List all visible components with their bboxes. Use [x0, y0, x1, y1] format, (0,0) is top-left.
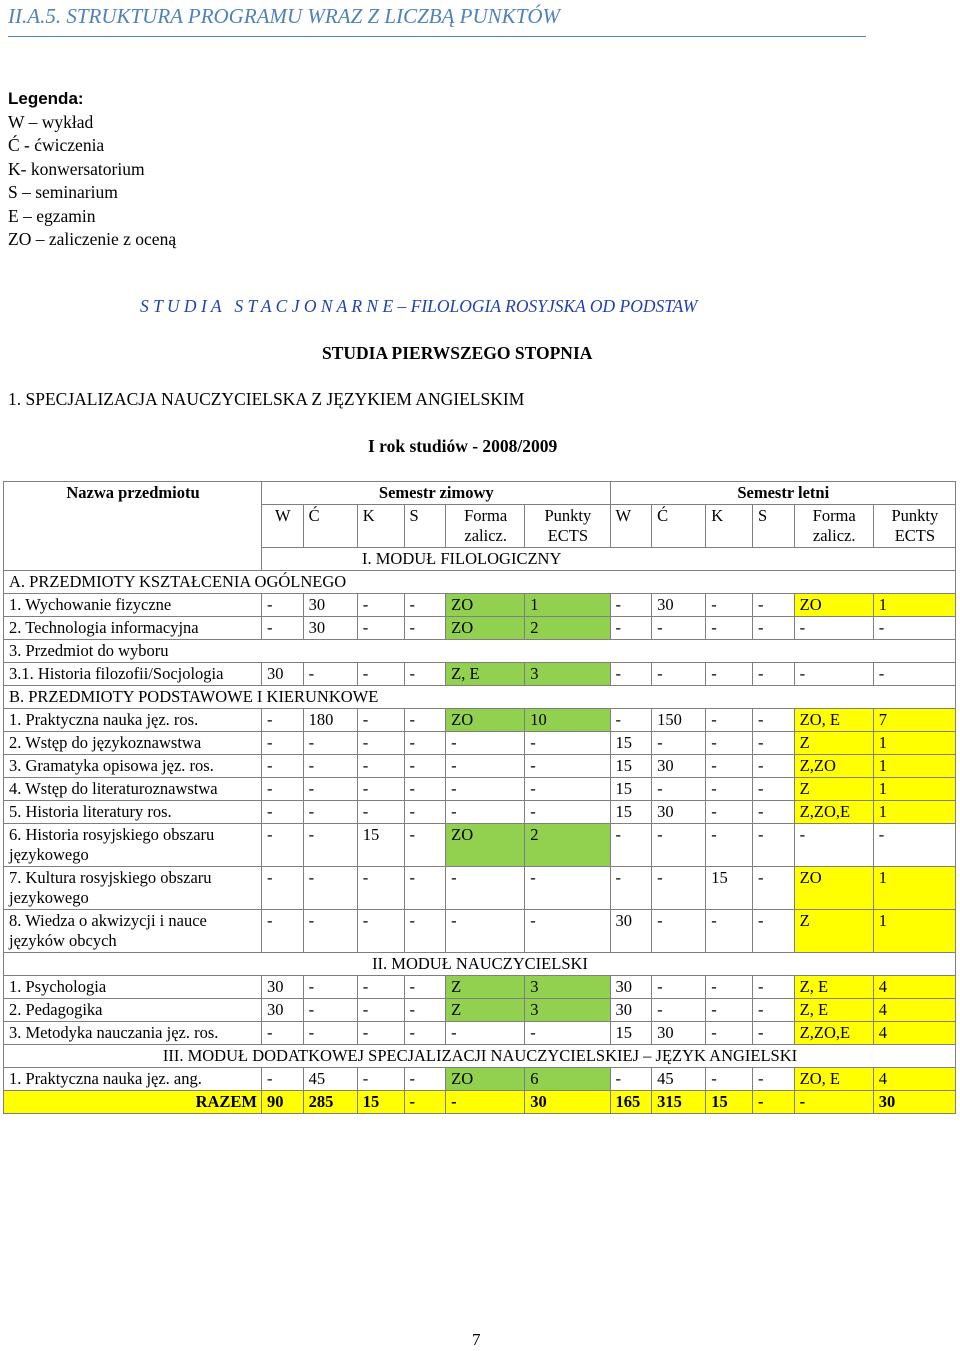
value-cell: - [753, 1022, 795, 1045]
table-row [4, 801, 956, 824]
subheader-c: Ć [652, 505, 706, 548]
value-cell: - [404, 867, 446, 910]
value-cell: - [610, 824, 652, 867]
value-cell: - [357, 663, 404, 686]
value-cell: - [262, 824, 304, 867]
value-cell: - [753, 824, 795, 867]
program-title: S T U D I A S T A C J O N A R N E – FILOLOGIA ROSYJSKA OD PODSTAW [140, 296, 698, 316]
total-cell: - [794, 1091, 873, 1114]
table-row [4, 732, 956, 755]
value-cell: 4 [873, 1022, 955, 1045]
subheader-w: W [262, 505, 304, 548]
total-label: RAZEM [4, 1091, 262, 1114]
value-cell: 30 [262, 663, 304, 686]
total-row [4, 1091, 956, 1114]
subject-name: 1. Wychowanie fizyczne [4, 594, 262, 617]
value-cell: - [525, 801, 610, 824]
subheader-forma: Forma zalicz. [446, 505, 525, 548]
section-row [4, 953, 956, 976]
value-cell: - [610, 1068, 652, 1091]
value-cell: - [262, 617, 304, 640]
value-cell: - [404, 594, 446, 617]
value-cell: - [652, 976, 706, 999]
subject-name: 3. Gramatyka opisowa jęz. ros. [4, 755, 262, 778]
column-header-summer: Semestr letni [610, 482, 955, 505]
value-cell: - [753, 1068, 795, 1091]
value-cell: - [753, 999, 795, 1022]
value-cell: - [753, 732, 795, 755]
value-cell: - [446, 801, 525, 824]
value-cell: 30 [610, 976, 652, 999]
subject-name: 8. Wiedza o akwizycji i nauce języków obcych [4, 910, 262, 953]
value-cell: - [262, 867, 304, 910]
subheader-ects: Punkty ECTS [873, 505, 955, 548]
value-cell: - [357, 732, 404, 755]
table-row [4, 976, 956, 999]
study-year: I rok studiów - 2008/2009 [368, 436, 558, 456]
value-cell: ZO [794, 867, 873, 910]
value-cell: 10 [525, 709, 610, 732]
value-cell: - [303, 663, 357, 686]
total-cell: 90 [262, 1091, 304, 1114]
value-cell: Z [794, 778, 873, 801]
value-cell: - [610, 709, 652, 732]
legend-item: E – egzamin [8, 205, 96, 226]
value-cell: 30 [652, 755, 706, 778]
column-header-subject: Nazwa przedmiotu [4, 482, 262, 548]
column-header-winter: Semestr zimowy [262, 482, 611, 505]
value-cell: - [525, 910, 610, 953]
value-cell: - [652, 617, 706, 640]
value-cell: 30 [262, 976, 304, 999]
subheader-w: W [610, 505, 652, 548]
value-cell: - [446, 867, 525, 910]
value-cell: - [706, 732, 753, 755]
value-cell: ZO, E [794, 709, 873, 732]
legend-item: Ć - ćwiczenia [8, 135, 105, 155]
subject-name: 2. Pedagogika [4, 999, 262, 1022]
value-cell: Z [446, 999, 525, 1022]
value-cell: - [357, 801, 404, 824]
value-cell: ZO [794, 594, 873, 617]
value-cell: Z, E [794, 976, 873, 999]
value-cell: 6 [525, 1068, 610, 1091]
value-cell: - [262, 755, 304, 778]
value-cell: - [706, 1022, 753, 1045]
value-cell: - [706, 778, 753, 801]
value-cell: - [446, 1022, 525, 1045]
value-cell: - [610, 594, 652, 617]
value-cell: - [357, 778, 404, 801]
value-cell: ZO [446, 1068, 525, 1091]
value-cell: 1 [525, 594, 610, 617]
value-cell: - [525, 1022, 610, 1045]
value-cell: - [753, 976, 795, 999]
value-cell: - [706, 663, 753, 686]
value-cell: - [525, 867, 610, 910]
value-cell: - [706, 976, 753, 999]
value-cell: - [357, 617, 404, 640]
value-cell: 45 [303, 1068, 357, 1091]
table-row [4, 1068, 956, 1091]
value-cell: - [404, 999, 446, 1022]
subheader-k: K [706, 505, 753, 548]
value-cell: 1 [873, 732, 955, 755]
value-cell: ZO [446, 824, 525, 867]
value-cell: - [303, 755, 357, 778]
value-cell: - [357, 1068, 404, 1091]
total-cell: 165 [610, 1091, 652, 1114]
table-row [4, 778, 956, 801]
legend-item: ZO – zaliczenie z oceną [8, 229, 177, 249]
value-cell: - [357, 867, 404, 910]
value-cell: - [262, 778, 304, 801]
value-cell: - [303, 778, 357, 801]
value-cell: - [525, 732, 610, 755]
legend-title: Legenda: [8, 89, 84, 108]
value-cell: - [873, 663, 955, 686]
legend-item: K- konwersatorium [8, 158, 145, 179]
subheader-k: K [357, 505, 404, 548]
specialization-title: 1. SPECJALIZACJA NAUCZYCIELSKA Z JĘZYKIEM ANGIELSKIM [8, 389, 525, 409]
total-cell: 15 [706, 1091, 753, 1114]
value-cell: - [303, 910, 357, 953]
value-cell: - [404, 824, 446, 867]
subheader-forma: Forma zalicz. [794, 505, 873, 548]
total-cell: 285 [303, 1091, 357, 1114]
value-cell: 180 [303, 709, 357, 732]
value-cell: - [262, 1068, 304, 1091]
value-cell: - [262, 801, 304, 824]
value-cell: 30 [303, 594, 357, 617]
value-cell: 1 [873, 594, 955, 617]
value-cell: 3 [525, 663, 610, 686]
value-cell: Z,ZO,E [794, 1022, 873, 1045]
value-cell: - [357, 755, 404, 778]
table-row [4, 867, 956, 910]
subheader-ects: Punkty ECTS [525, 505, 610, 548]
value-cell: 4 [873, 1068, 955, 1091]
value-cell: - [404, 732, 446, 755]
value-cell: - [753, 910, 795, 953]
value-cell: - [446, 732, 525, 755]
total-cell: - [753, 1091, 795, 1114]
value-cell: - [706, 709, 753, 732]
value-cell: - [873, 617, 955, 640]
section-a-title: A. PRZEDMIOTY KSZTAŁCENIA OGÓLNEGO [4, 571, 956, 594]
value-cell: 30 [303, 617, 357, 640]
value-cell: - [303, 801, 357, 824]
table-row [4, 617, 956, 640]
value-cell: - [404, 778, 446, 801]
page-number: 7 [472, 1330, 481, 1349]
table-row [4, 755, 956, 778]
value-cell: - [652, 824, 706, 867]
value-cell: 3 [525, 999, 610, 1022]
value-cell: 1 [873, 910, 955, 953]
value-cell: - [303, 999, 357, 1022]
value-cell: - [525, 778, 610, 801]
value-cell: - [446, 755, 525, 778]
value-cell: - [262, 594, 304, 617]
total-cell: 30 [525, 1091, 610, 1114]
subject-name: 3. Metodyka nauczania jęz. ros. [4, 1022, 262, 1045]
value-cell: 150 [652, 709, 706, 732]
value-cell: - [753, 709, 795, 732]
value-cell: 2 [525, 617, 610, 640]
module-row [4, 548, 956, 571]
subject-name: 1. Praktyczna nauka jęz. ang. [4, 1068, 262, 1091]
value-cell: - [753, 867, 795, 910]
value-cell: 30 [652, 594, 706, 617]
subheader-c: Ć [303, 505, 357, 548]
value-cell: Z [794, 732, 873, 755]
value-cell: ZO, E [794, 1068, 873, 1091]
value-cell: - [357, 1022, 404, 1045]
value-cell: - [404, 976, 446, 999]
value-cell: - [357, 910, 404, 953]
total-cell: - [404, 1091, 446, 1114]
value-cell: - [303, 824, 357, 867]
value-cell: 30 [652, 1022, 706, 1045]
value-cell: ZO [446, 617, 525, 640]
table-row [4, 910, 956, 953]
value-cell: 1 [873, 801, 955, 824]
value-cell: 30 [610, 999, 652, 1022]
value-cell: - [404, 910, 446, 953]
table-row [4, 1022, 956, 1045]
value-cell: - [706, 801, 753, 824]
value-cell: - [706, 824, 753, 867]
value-cell: - [262, 1022, 304, 1045]
value-cell: - [357, 976, 404, 999]
value-cell: - [357, 709, 404, 732]
value-cell: 30 [652, 801, 706, 824]
value-cell: - [794, 663, 873, 686]
value-cell: 15 [706, 867, 753, 910]
value-cell: 7 [873, 709, 955, 732]
value-cell: - [873, 824, 955, 867]
value-cell: Z, E [446, 663, 525, 686]
section-row [4, 571, 956, 594]
table-row [4, 709, 956, 732]
section-row [4, 1045, 956, 1068]
total-cell: 15 [357, 1091, 404, 1114]
legend-item: S – seminarium [8, 182, 118, 202]
value-cell: - [753, 778, 795, 801]
page-heading: II.A.5. STRUKTURA PROGRAMU WRAZ Z LICZBĄ PUNKTÓW [8, 4, 561, 28]
section-b-title: B. PRZEDMIOTY PODSTAWOWE I KIERUNKOWE [4, 686, 956, 709]
value-cell: - [404, 663, 446, 686]
value-cell: Z [794, 910, 873, 953]
subject-name: 2. Technologia informacyjna [4, 617, 262, 640]
value-cell: - [706, 910, 753, 953]
total-cell: - [446, 1091, 525, 1114]
subheader-s: S [753, 505, 795, 548]
legend-item: W – wykład [8, 111, 94, 132]
value-cell: - [303, 732, 357, 755]
value-cell: - [753, 755, 795, 778]
value-cell: - [706, 594, 753, 617]
value-cell: - [706, 999, 753, 1022]
value-cell: - [706, 755, 753, 778]
value-cell: 15 [610, 732, 652, 755]
subject-name: 1. Praktyczna nauka jęz. ros. [4, 709, 262, 732]
table-row [4, 663, 956, 686]
total-cell: 315 [652, 1091, 706, 1114]
table-row [4, 824, 956, 867]
value-cell: - [357, 594, 404, 617]
value-cell: - [446, 910, 525, 953]
value-cell: - [652, 999, 706, 1022]
value-cell: 30 [262, 999, 304, 1022]
value-cell: 4 [873, 976, 955, 999]
subject-name: 1. Psychologia [4, 976, 262, 999]
value-cell: 1 [873, 755, 955, 778]
table-row [4, 640, 956, 663]
value-cell: - [404, 1022, 446, 1045]
value-cell: Z, E [794, 999, 873, 1022]
subject-name: 7. Kultura rosyjskiego obszaru jezykowego [4, 867, 262, 910]
subject-name: 5. Historia literatury ros. [4, 801, 262, 824]
value-cell: - [706, 1068, 753, 1091]
value-cell: - [404, 801, 446, 824]
module-1-title: I. MODUŁ FILOLOGICZNY [262, 548, 956, 571]
value-cell: - [610, 617, 652, 640]
value-cell: - [404, 709, 446, 732]
table-row [4, 999, 956, 1022]
value-cell: - [404, 1068, 446, 1091]
module-3-title: III. MODUŁ DODATKOWEJ SPECJALIZACJI NAUCZYCIELSKIEJ – JĘZYK ANGIELSKI [4, 1045, 956, 1068]
table-row [4, 594, 956, 617]
value-cell: - [262, 709, 304, 732]
value-cell: - [303, 1022, 357, 1045]
value-cell: 15 [610, 778, 652, 801]
study-level: STUDIA PIERWSZEGO STOPNIA [322, 343, 593, 363]
value-cell: 3 [525, 976, 610, 999]
value-cell: - [652, 867, 706, 910]
value-cell: - [303, 867, 357, 910]
value-cell: - [303, 976, 357, 999]
value-cell: - [446, 778, 525, 801]
subject-name: 3. Przedmiot do wyboru [4, 640, 956, 663]
value-cell: ZO [446, 594, 525, 617]
value-cell: - [753, 617, 795, 640]
section-row [4, 686, 956, 709]
value-cell: 30 [610, 910, 652, 953]
value-cell: 15 [610, 1022, 652, 1045]
value-cell: - [357, 999, 404, 1022]
value-cell: 45 [652, 1068, 706, 1091]
legend [8, 87, 176, 252]
value-cell: - [652, 732, 706, 755]
value-cell: - [753, 801, 795, 824]
value-cell: - [610, 867, 652, 910]
value-cell: - [652, 663, 706, 686]
value-cell: - [610, 663, 652, 686]
value-cell: - [652, 778, 706, 801]
subject-name: 2. Wstęp do językoznawstwa [4, 732, 262, 755]
value-cell: - [652, 910, 706, 953]
value-cell: - [525, 755, 610, 778]
value-cell: - [404, 617, 446, 640]
module-2-title: II. MODUŁ NAUCZYCIELSKI [4, 953, 956, 976]
value-cell: 1 [873, 778, 955, 801]
value-cell: - [753, 663, 795, 686]
value-cell: - [706, 617, 753, 640]
value-cell: - [262, 732, 304, 755]
value-cell: 15 [357, 824, 404, 867]
value-cell: Z [446, 976, 525, 999]
value-cell: 2 [525, 824, 610, 867]
value-cell: 4 [873, 999, 955, 1022]
table-header-row [4, 482, 956, 505]
subject-name: 3.1. Historia filozofii/Socjologia [4, 663, 262, 686]
total-cell: 30 [873, 1091, 955, 1114]
program-table [3, 481, 956, 1114]
value-cell: - [794, 617, 873, 640]
value-cell: 15 [610, 755, 652, 778]
subheader-s: S [404, 505, 446, 548]
value-cell: - [753, 594, 795, 617]
subject-name: 4. Wstęp do literaturoznawstwa [4, 778, 262, 801]
subject-name: 6. Historia rosyjskiego obszaru językowego [4, 824, 262, 867]
value-cell: Z,ZO,E [794, 801, 873, 824]
value-cell: 15 [610, 801, 652, 824]
value-cell: 1 [873, 867, 955, 910]
value-cell: - [404, 755, 446, 778]
value-cell: - [794, 824, 873, 867]
heading-rule [8, 36, 866, 37]
value-cell: ZO [446, 709, 525, 732]
value-cell: Z,ZO [794, 755, 873, 778]
value-cell: - [262, 910, 304, 953]
